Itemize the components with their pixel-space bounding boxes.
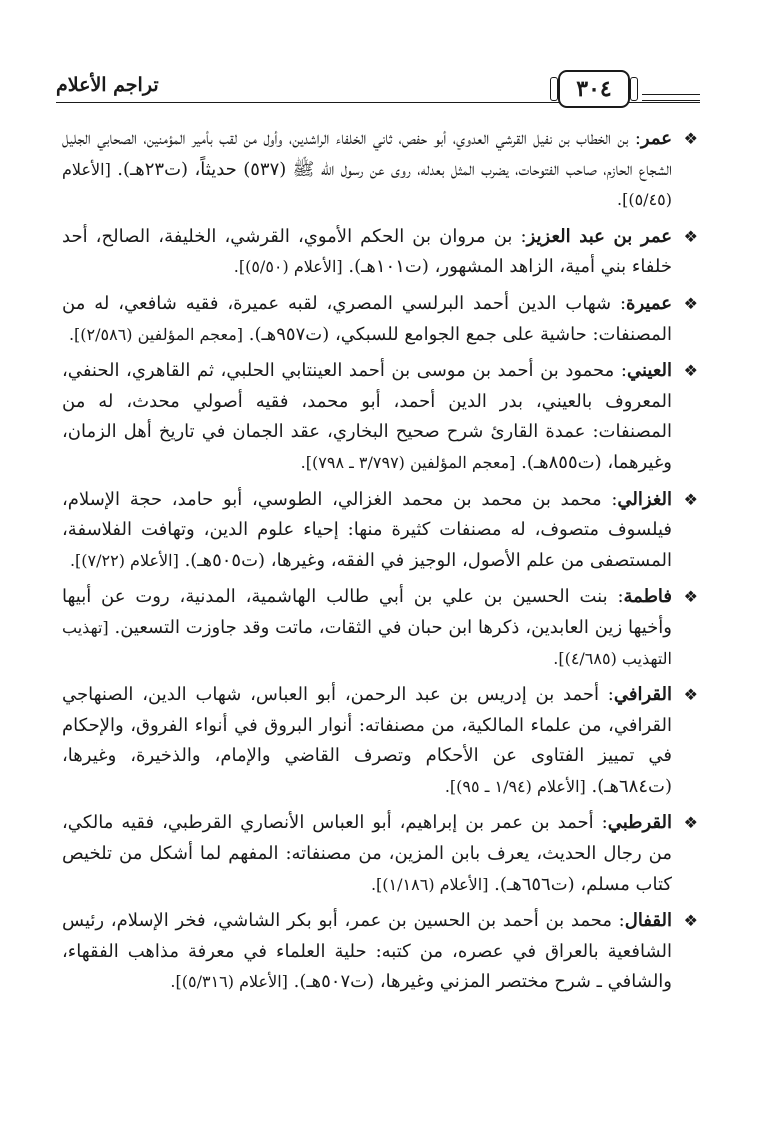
biography-entry: [62, 582, 698, 674]
entry-name: فاطمة: [623, 586, 672, 608]
entry-text: : بنت الحسين بن علي بن أبي طالب الهاشمية، المدنية، روت عن أبيها وأخيها زين العابدين، ذكرها ابن حبان في الثقات، ماتت وقد جاوزت التسعين.: [62, 586, 672, 638]
entry-text: : أحمد بن عمر بن إبراهيم، أبو العباس الأنصاري القرطبي، فقيه مالكي، من رجال الحديث، يعرف بابن المزين، من مصنفاته: المفهم لما أشكل من تلخيص كتاب مسلم، (ت٦٥٦هـ).: [62, 812, 672, 895]
entry-text: : بن مروان بن الحكم الأموي، القرشي، الخليفة، الصالح، أحد خلفاء بني أمية، الزاهد المشهور، (ت١٠١هـ).: [62, 225, 672, 278]
diamond-bullet-icon: ❖: [683, 361, 698, 381]
entry-reference: [الأعلام (٥/٤٥)].: [62, 159, 672, 210]
entry-text: : شهاب الدين أحمد البرلسي المصري، لقبه عميرة، فقيه شافعي، له من المصنفات: حاشية على جمع الجوامع للسبكي، (ت٩٥٧هـ).: [62, 292, 672, 345]
entry-reference: [معجم المؤلفين (٢/٥٨٦)].: [68, 324, 244, 344]
entry-text: : محمود بن أحمد بن موسى بن أحمد العينتابي الحلبي، ثم القاهري، الحنفي، المعروف بالعيني، بدر الدين أحمد، أبو محمد، فقيه أصولي محدث، له من المصنفات: عمدة القارئ شرح صحيح البخاري، عقد الجمان في تاريخ أهل الزمان، وغيرهما، (ت٨٥٥هـ).: [62, 360, 672, 473]
running-title: تراجم الأعلام: [56, 74, 159, 96]
entry-name: العيني: [626, 360, 672, 382]
entry-text: : بن الخطاب بن نفيل القرشي العدوي، أبو حفص، ثاني الخلفاء الراشدين، وأول من لقب بأمير المؤمنين، الصحابي الجليل الشجاع الحازم، صاحب الفتوحات، يضرب المثل بعدله، روى عن رسول الله ﷺ (٥٣٧) حديثاً، (ت٢٣هـ).: [62, 128, 673, 180]
entry-text: : محمد بن محمد بن محمد الغزالي، الطوسي، أبو حامد، حجة الإسلام، فيلسوف متصوف، له مصنفات كثيرة منها: إحياء علوم الدين، وتهافت الفلاسفة، المستصفى من علم الأصول، الوجيز في الفقه، وغيرها، (ت٥٠٥هـ).: [62, 488, 672, 571]
entry-name: الغزالي: [617, 488, 673, 510]
entry-name: القرافي: [613, 684, 672, 706]
entry-reference: [معجم المؤلفين (٣/٧٩٧ ـ ٧٩٨)].: [300, 452, 516, 472]
diamond-bullet-icon: ❖: [683, 293, 698, 313]
entry-reference: [الأعلام (١/١٨٦)].: [370, 874, 489, 894]
biographies-list: [62, 124, 698, 1004]
biography-entry: [62, 124, 698, 216]
diamond-bullet-icon: ❖: [683, 129, 698, 148]
entry-name: القفال: [624, 910, 672, 932]
diamond-bullet-icon: ❖: [683, 489, 698, 509]
header-double-rule-bottom: [642, 100, 700, 101]
entry-reference: [الأعلام (٥/٣١٦)].: [170, 972, 288, 992]
entry-reference: [الأعلام (٥/٥٠)].: [233, 257, 343, 277]
biography-entry: [62, 906, 698, 998]
diamond-bullet-icon: ❖: [683, 685, 698, 705]
header-double-rule-top: [642, 94, 700, 95]
page-number: ٣٠٤: [558, 70, 630, 108]
page-header: [56, 70, 700, 110]
entry-name: عمر بن عبد العزيز: [526, 225, 672, 247]
entry-reference: [الأعلام (١/٩٤ ـ ٩٥)].: [444, 776, 586, 796]
entry-text: : محمد بن أحمد بن الحسين بن عمر، أبو بكر الشاشي، فخر الإسلام، رئيس الشافعية بالعراق في عصره، من كتبه: حلية العلماء في معرفة مذاهب الفقهاء، والشافي ـ شرح مختصر المزني وغيرها، (ت٥٠٧هـ).: [62, 910, 672, 993]
diamond-bullet-icon: ❖: [683, 813, 698, 833]
entry-name: عمر: [640, 128, 672, 149]
entry-text: : أحمد بن إدريس بن عبد الرحمن، أبو العباس، شهاب الدين، الصنهاجي القرافي، من علماء المالكية، من مصنفاته: أنوار البروق في أنواء الفروق، والإحكام في تمييز الفتاوى عن الأحكام وتصرف القاضي والإمام، والذخيرة، وغيرها، (ت٦٨٤هـ).: [62, 684, 672, 797]
entry-reference: [تهذيب التهذيب (٤/٦٨٥)].: [62, 617, 672, 668]
biography-entry: [62, 289, 698, 350]
biography-entry: [62, 356, 698, 478]
biography-entry: [62, 808, 698, 900]
entry-reference: [الأعلام (٧/٢٢)].: [69, 550, 179, 570]
biography-entry: [62, 680, 698, 802]
biography-entry: [62, 485, 698, 577]
entry-name: عميرة: [626, 292, 672, 314]
diamond-bullet-icon: ❖: [683, 226, 698, 246]
diamond-bullet-icon: ❖: [683, 587, 698, 607]
biography-entry: [62, 222, 698, 283]
entry-name: القرطبي: [607, 812, 672, 834]
diamond-bullet-icon: ❖: [683, 911, 698, 931]
